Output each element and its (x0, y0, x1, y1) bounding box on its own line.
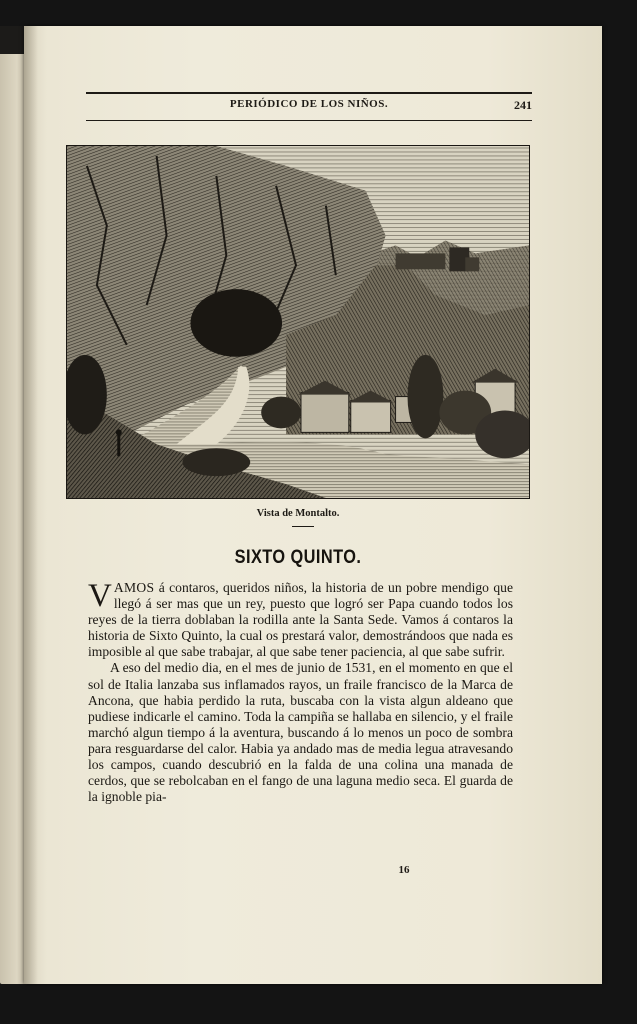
drop-cap: V (88, 578, 112, 614)
book-page (24, 26, 602, 984)
article-title: SIXTO QUINTO. (234, 547, 362, 568)
article-body (88, 580, 513, 805)
running-title: PERIÓDICO DE LOS NIÑOS. (229, 98, 389, 110)
caption-divider (292, 526, 314, 527)
engraving-illustration (67, 146, 529, 498)
page-number: 241 (514, 98, 532, 112)
paragraph-1 (88, 580, 513, 660)
header-rule-bottom (86, 120, 532, 121)
figure-caption: Vista de Montalto. (256, 508, 340, 519)
paragraph-2: A eso del medio dia, en el mes de junio de 1531, en el momento en que el sol de Italia lanzaba sus inflamados rayos, un fraile francisco de la Marca de Ancona, que habia perdido la ruta, buscaba con la vista algun aldeano que pudiese indicarle el camino. Toda la campiña se hallaba en silencio, y el fraile marchó algun tiempo á la aventura, buscando á lo menos un poco de sombra para resguardarse del calor. Habia ya andado mas de media legua atravesando los campos, cuando descubrió en la falda de una colina una manada de cerdos, que se rebolcaban en el fango de una laguna medio seca. El guarda de la ignoble pia- (88, 660, 513, 805)
landscape-engraving (66, 145, 530, 499)
page-gutter-shadow (24, 26, 38, 984)
header-rule-top (86, 92, 532, 94)
opening-word: AMOS (113, 580, 155, 595)
paragraph-1-text: á contaros, queridos niños, la historia de un pobre mendigo que llegó á ser mas que un rey, puesto que logró ser Papa cuando todos los reyes de la tierra doblaban la rodilla ante la Santa Sede. Vamos á contaros la historia de Sixto Quinto, la cual os prestará valor, demostrándoos que nada es imposible al que sabe trabajar, al que sabe tener paciencia, al que sabe sufrir. (88, 580, 513, 660)
signature-mark: 16 (398, 864, 410, 876)
